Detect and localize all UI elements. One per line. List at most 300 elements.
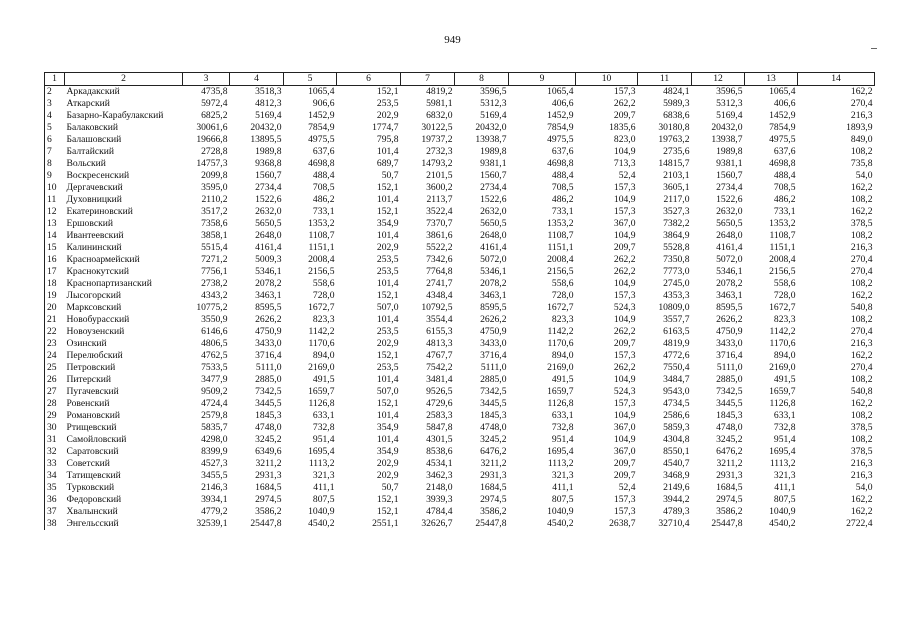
- value-cell: 1684,5: [255, 482, 282, 493]
- value-cell: 104,9: [613, 194, 636, 205]
- value-cell: 894,0: [312, 350, 335, 361]
- value-cell: 152,1: [376, 206, 399, 217]
- value-cell: 354,9: [376, 446, 399, 457]
- table-row: [45, 338, 875, 350]
- value-cell: 4301,5: [426, 434, 453, 445]
- value-cell: 3858,1: [201, 230, 228, 241]
- value-cell: 5650,5: [255, 218, 282, 229]
- value-cell: 732,8: [551, 422, 574, 433]
- value-cell: 2732,3: [426, 146, 453, 157]
- district-name: Духовницкий: [66, 194, 122, 205]
- district-name: Самойловский: [66, 434, 127, 445]
- value-cell: 3463,1: [480, 290, 507, 301]
- value-cell: 823,3: [773, 314, 796, 325]
- value-cell: 4724,4: [201, 398, 228, 409]
- value-cell: 507,0: [376, 302, 399, 313]
- value-cell: 2008,4: [308, 254, 335, 265]
- value-cell: 3550,9: [201, 314, 228, 325]
- table-row: [45, 350, 875, 362]
- value-cell: 7358,6: [201, 218, 228, 229]
- row-number: 28: [45, 398, 65, 410]
- value-cell: 4161,4: [480, 242, 507, 253]
- value-cell: 2117,0: [663, 194, 690, 205]
- district-name: Ивантеевский: [66, 230, 124, 241]
- table-row: [45, 518, 875, 530]
- value-cell: 321,3: [312, 470, 335, 481]
- district-name: Екатериновский: [66, 206, 133, 217]
- value-cell: 5859,3: [663, 422, 690, 433]
- value-cell: 367,0: [613, 218, 636, 229]
- value-cell: 1989,8: [716, 146, 743, 157]
- value-cell: 4748,0: [480, 422, 507, 433]
- value-cell: 2974,5: [255, 494, 282, 505]
- value-cell: 20432,0: [475, 122, 507, 133]
- value-cell: 14793,2: [421, 158, 453, 169]
- value-cell: 8550,1: [663, 446, 690, 457]
- value-cell: 2551,1: [372, 518, 399, 529]
- value-cell: 1989,8: [255, 146, 282, 157]
- district-name: Романовский: [66, 410, 121, 421]
- value-cell: 3462,3: [426, 470, 453, 481]
- value-cell: 7773,0: [663, 266, 690, 277]
- value-cell: 270,4: [850, 98, 873, 109]
- value-cell: 108,2: [850, 374, 873, 385]
- value-cell: 4748,0: [716, 422, 743, 433]
- value-cell: 2078,2: [480, 278, 507, 289]
- value-cell: 2632,0: [716, 206, 743, 217]
- value-cell: 262,2: [613, 98, 636, 109]
- value-cell: 152,1: [376, 398, 399, 409]
- value-cell: 108,2: [850, 278, 873, 289]
- value-cell: 6476,2: [480, 446, 507, 457]
- value-cell: 2110,2: [201, 194, 228, 205]
- district-name: Лысогорский: [66, 290, 121, 301]
- table-row: [45, 494, 875, 506]
- district-name: Аркадакский: [66, 86, 120, 97]
- district-name: Турковский: [66, 482, 115, 493]
- value-cell: 5169,4: [716, 110, 743, 121]
- value-cell: 558,6: [551, 278, 574, 289]
- value-cell: 1353,2: [769, 218, 796, 229]
- value-cell: 162,2: [850, 506, 873, 517]
- value-cell: 4161,4: [255, 242, 282, 253]
- row-number: 4: [45, 110, 65, 122]
- value-cell: 4729,6: [426, 398, 453, 409]
- value-cell: 378,5: [850, 218, 873, 229]
- value-cell: 262,2: [613, 254, 636, 265]
- table-row: [45, 242, 875, 254]
- value-cell: 3245,2: [255, 434, 282, 445]
- value-cell: 162,2: [850, 182, 873, 193]
- value-cell: 1126,8: [769, 398, 796, 409]
- value-cell: 6832,0: [426, 110, 453, 121]
- value-cell: 2626,2: [255, 314, 282, 325]
- table-row: [45, 422, 875, 434]
- value-cell: 3586,2: [255, 506, 282, 517]
- district-name: Воскресенский: [66, 170, 130, 181]
- value-cell: 162,2: [850, 398, 873, 409]
- value-cell: 1659,7: [547, 386, 574, 397]
- value-cell: 1040,9: [308, 506, 335, 517]
- value-cell: 3864,9: [663, 230, 690, 241]
- district-name: Красноармейский: [66, 254, 140, 265]
- value-cell: 253,5: [376, 326, 399, 337]
- value-cell: 9368,8: [255, 158, 282, 169]
- value-cell: 2156,5: [547, 266, 574, 277]
- value-cell: 253,5: [376, 362, 399, 373]
- value-cell: 3605,1: [663, 182, 690, 193]
- row-number: 10: [45, 182, 65, 194]
- value-cell: 1108,7: [308, 230, 335, 241]
- district-name: Саратовский: [66, 446, 119, 457]
- value-cell: 4698,8: [547, 158, 574, 169]
- value-cell: 2885,0: [255, 374, 282, 385]
- value-cell: 733,1: [773, 206, 796, 217]
- value-cell: 713,3: [613, 158, 636, 169]
- district-name: Марксовский: [66, 302, 122, 313]
- value-cell: 1142,2: [769, 326, 796, 337]
- row-number: 35: [45, 482, 65, 494]
- value-cell: 5522,2: [426, 242, 453, 253]
- value-cell: 3211,2: [255, 458, 282, 469]
- value-cell: 7542,2: [426, 362, 453, 373]
- value-cell: 4534,1: [426, 458, 453, 469]
- value-cell: 5111,0: [716, 362, 743, 373]
- value-cell: 108,2: [850, 314, 873, 325]
- district-name: Советский: [66, 458, 110, 469]
- value-cell: 4819,9: [663, 338, 690, 349]
- district-name: Хвалынский: [66, 506, 118, 517]
- value-cell: 162,2: [850, 494, 873, 505]
- value-cell: 321,3: [551, 470, 574, 481]
- table-row: [45, 302, 875, 314]
- value-cell: 1845,3: [255, 410, 282, 421]
- table-row: [45, 326, 875, 338]
- value-cell: 108,2: [850, 434, 873, 445]
- value-cell: 6146,6: [201, 326, 228, 337]
- row-number: 13: [45, 218, 65, 230]
- value-cell: 157,3: [613, 290, 636, 301]
- budget-table: [44, 72, 875, 530]
- value-cell: 19666,8: [196, 134, 228, 145]
- value-cell: 3477,9: [201, 374, 228, 385]
- row-number: 15: [45, 242, 65, 254]
- value-cell: 104,9: [613, 434, 636, 445]
- value-cell: 3716,4: [480, 350, 507, 361]
- value-cell: 8595,5: [716, 302, 743, 313]
- table-row: [45, 194, 875, 206]
- value-cell: 5650,5: [716, 218, 743, 229]
- value-cell: 3944,2: [663, 494, 690, 505]
- value-cell: 157,3: [613, 494, 636, 505]
- value-cell: 2734,4: [255, 182, 282, 193]
- value-cell: 3517,2: [201, 206, 228, 217]
- district-name: Петровский: [66, 362, 116, 373]
- value-cell: 209,7: [613, 110, 636, 121]
- table-row: [45, 470, 875, 482]
- district-name: Дергачевский: [66, 182, 123, 193]
- value-cell: 524,3: [613, 386, 636, 397]
- value-cell: 708,5: [312, 182, 335, 193]
- district-name: Татищевский: [66, 470, 121, 481]
- value-cell: 2101,5: [426, 170, 453, 181]
- table-row: [45, 362, 875, 374]
- value-cell: 1170,6: [547, 338, 574, 349]
- table-row: [45, 482, 875, 494]
- value-cell: 3433,0: [255, 338, 282, 349]
- value-cell: 10809,0: [658, 302, 690, 313]
- value-cell: 951,4: [773, 434, 796, 445]
- value-cell: 540,8: [850, 302, 873, 313]
- row-number: 30: [45, 422, 65, 434]
- value-cell: 951,4: [312, 434, 335, 445]
- table-row: [45, 182, 875, 194]
- table-row: [45, 458, 875, 470]
- value-cell: 1452,9: [308, 110, 335, 121]
- table-row: [45, 410, 875, 422]
- value-cell: 32539,1: [196, 518, 228, 529]
- value-cell: 152,1: [376, 290, 399, 301]
- table-row: [45, 374, 875, 386]
- row-number: 31: [45, 434, 65, 446]
- value-cell: 216,3: [850, 470, 873, 481]
- table-row: [45, 386, 875, 398]
- value-cell: 2638,7: [609, 518, 636, 529]
- value-cell: 32626,7: [421, 518, 453, 529]
- value-cell: 101,4: [376, 230, 399, 241]
- value-cell: 25447,8: [475, 518, 507, 529]
- value-cell: 2169,0: [769, 362, 796, 373]
- value-cell: 1113,2: [769, 458, 796, 469]
- row-number: 20: [45, 302, 65, 314]
- value-cell: 823,3: [312, 314, 335, 325]
- row-number: 18: [45, 278, 65, 290]
- value-cell: 4750,9: [716, 326, 743, 337]
- value-cell: 2078,2: [716, 278, 743, 289]
- table-row: [45, 218, 875, 230]
- table-row: [45, 122, 875, 134]
- value-cell: 4784,4: [426, 506, 453, 517]
- district-name: Базарно-Карабулакский: [66, 110, 164, 121]
- value-cell: 633,1: [773, 410, 796, 421]
- row-number: 3: [45, 98, 65, 110]
- value-cell: 732,8: [773, 422, 796, 433]
- row-number: 2: [45, 86, 65, 99]
- value-cell: 3554,4: [426, 314, 453, 325]
- value-cell: 2735,6: [663, 146, 690, 157]
- district-name: Балашовский: [66, 134, 122, 145]
- value-cell: 406,6: [773, 98, 796, 109]
- row-number: 9: [45, 170, 65, 182]
- table-row: [45, 206, 875, 218]
- value-cell: 157,3: [613, 182, 636, 193]
- value-cell: 3716,4: [255, 350, 282, 361]
- table-row: [45, 98, 875, 110]
- value-cell: 411,1: [552, 482, 574, 493]
- table-row: [45, 170, 875, 182]
- district-name: Ровенский: [66, 398, 110, 409]
- value-cell: 4772,6: [663, 350, 690, 361]
- value-cell: 3557,7: [663, 314, 690, 325]
- column-header: 10: [576, 73, 638, 86]
- value-cell: 262,2: [613, 326, 636, 337]
- value-cell: 1893,9: [846, 122, 873, 133]
- value-cell: 633,1: [312, 410, 335, 421]
- row-number: 33: [45, 458, 65, 470]
- value-cell: 507,0: [376, 386, 399, 397]
- table-row: [45, 314, 875, 326]
- value-cell: 19737,2: [421, 134, 453, 145]
- value-cell: 378,5: [850, 422, 873, 433]
- value-cell: 3445,5: [255, 398, 282, 409]
- value-cell: 5528,8: [663, 242, 690, 253]
- value-cell: 735,8: [850, 158, 873, 169]
- value-cell: 162,2: [850, 206, 873, 217]
- value-cell: 5346,1: [255, 266, 282, 277]
- value-cell: 1522,6: [480, 194, 507, 205]
- value-cell: 2148,0: [426, 482, 453, 493]
- value-cell: 823,0: [613, 134, 636, 145]
- value-cell: 1113,2: [547, 458, 574, 469]
- value-cell: 8538,6: [426, 446, 453, 457]
- value-cell: 152,1: [376, 494, 399, 505]
- value-cell: 5346,1: [480, 266, 507, 277]
- value-cell: 152,1: [376, 350, 399, 361]
- value-cell: 7854,9: [547, 122, 574, 133]
- value-cell: 202,9: [376, 110, 399, 121]
- value-cell: 104,9: [613, 314, 636, 325]
- value-cell: 3463,1: [255, 290, 282, 301]
- column-header: 4: [230, 73, 284, 86]
- district-name: Краснопартизанский: [66, 278, 152, 289]
- value-cell: 7342,5: [716, 386, 743, 397]
- value-cell: 1065,4: [547, 86, 574, 97]
- value-cell: 104,9: [613, 230, 636, 241]
- district-name: Федоровский: [66, 494, 122, 505]
- value-cell: 1108,7: [547, 230, 574, 241]
- value-cell: 5111,0: [480, 362, 507, 373]
- value-cell: 262,2: [613, 266, 636, 277]
- value-cell: 1522,6: [716, 194, 743, 205]
- value-cell: 7342,5: [255, 386, 282, 397]
- column-header: 11: [638, 73, 692, 86]
- row-number: 11: [45, 194, 65, 206]
- table-row: [45, 278, 875, 290]
- row-number: 5: [45, 122, 65, 134]
- value-cell: 2008,4: [769, 254, 796, 265]
- value-cell: 3433,0: [716, 338, 743, 349]
- value-cell: 4789,3: [663, 506, 690, 517]
- value-cell: 7533,5: [201, 362, 228, 373]
- value-cell: 3934,1: [201, 494, 228, 505]
- value-cell: 13938,7: [475, 134, 507, 145]
- row-number: 16: [45, 254, 65, 266]
- value-cell: 5515,4: [201, 242, 228, 253]
- value-cell: 5312,3: [480, 98, 507, 109]
- value-cell: 486,2: [312, 194, 335, 205]
- value-cell: 262,2: [613, 362, 636, 373]
- value-cell: 488,4: [773, 170, 796, 181]
- value-cell: 104,9: [613, 146, 636, 157]
- value-cell: 1845,3: [716, 410, 743, 421]
- value-cell: 5072,0: [716, 254, 743, 265]
- value-cell: 14757,3: [196, 158, 228, 169]
- value-cell: 2734,4: [480, 182, 507, 193]
- value-cell: 4824,1: [663, 86, 690, 97]
- value-cell: 20432,0: [711, 122, 743, 133]
- table-row: [45, 158, 875, 170]
- row-number: 29: [45, 410, 65, 422]
- value-cell: 2586,6: [663, 410, 690, 421]
- value-cell: 1695,4: [547, 446, 574, 457]
- row-number: 19: [45, 290, 65, 302]
- value-cell: 9509,2: [201, 386, 228, 397]
- value-cell: 1151,1: [769, 242, 796, 253]
- value-cell: 3716,4: [716, 350, 743, 361]
- value-cell: 52,4: [618, 170, 636, 181]
- value-cell: 6163,5: [663, 326, 690, 337]
- value-cell: 1672,7: [769, 302, 796, 313]
- row-number: 17: [45, 266, 65, 278]
- value-cell: 10792,5: [421, 302, 453, 313]
- value-cell: 2146,3: [201, 482, 228, 493]
- table-row: [45, 506, 875, 518]
- value-cell: 2156,5: [769, 266, 796, 277]
- value-cell: 1774,7: [372, 122, 399, 133]
- district-name: Новоузенский: [66, 326, 125, 337]
- value-cell: 4767,7: [426, 350, 453, 361]
- value-cell: 1108,7: [769, 230, 796, 241]
- value-cell: 486,2: [773, 194, 796, 205]
- value-cell: 2113,7: [426, 194, 453, 205]
- value-cell: 2728,8: [201, 146, 228, 157]
- value-cell: 157,3: [613, 506, 636, 517]
- value-cell: 5009,3: [255, 254, 282, 265]
- value-cell: 3596,5: [480, 86, 507, 97]
- value-cell: 3484,7: [663, 374, 690, 385]
- value-cell: 1672,7: [308, 302, 335, 313]
- value-cell: 162,2: [850, 290, 873, 301]
- value-cell: 9543,0: [663, 386, 690, 397]
- value-cell: 3518,3: [255, 86, 282, 97]
- value-cell: 411,1: [313, 482, 335, 493]
- table-row: [45, 254, 875, 266]
- district-name: Новобурасский: [66, 314, 130, 325]
- column-header: 7: [401, 73, 455, 86]
- value-cell: 7854,9: [769, 122, 796, 133]
- value-cell: 906,6: [312, 98, 335, 109]
- value-cell: 732,8: [312, 422, 335, 433]
- table-row: [45, 446, 875, 458]
- value-cell: 8595,5: [255, 302, 282, 313]
- value-cell: 101,4: [376, 314, 399, 325]
- district-name: Перелюбский: [66, 350, 123, 361]
- value-cell: 951,4: [551, 434, 574, 445]
- district-name: Калининский: [66, 242, 122, 253]
- value-cell: 1040,9: [769, 506, 796, 517]
- value-cell: 491,5: [773, 374, 796, 385]
- value-cell: 2169,0: [308, 362, 335, 373]
- value-cell: 101,4: [376, 278, 399, 289]
- value-cell: 3522,4: [426, 206, 453, 217]
- value-cell: 2885,0: [480, 374, 507, 385]
- value-cell: 104,9: [613, 410, 636, 421]
- header-row: [45, 73, 875, 86]
- value-cell: 3481,4: [426, 374, 453, 385]
- value-cell: 728,0: [312, 290, 335, 301]
- value-cell: 2626,2: [716, 314, 743, 325]
- value-cell: 1659,7: [769, 386, 796, 397]
